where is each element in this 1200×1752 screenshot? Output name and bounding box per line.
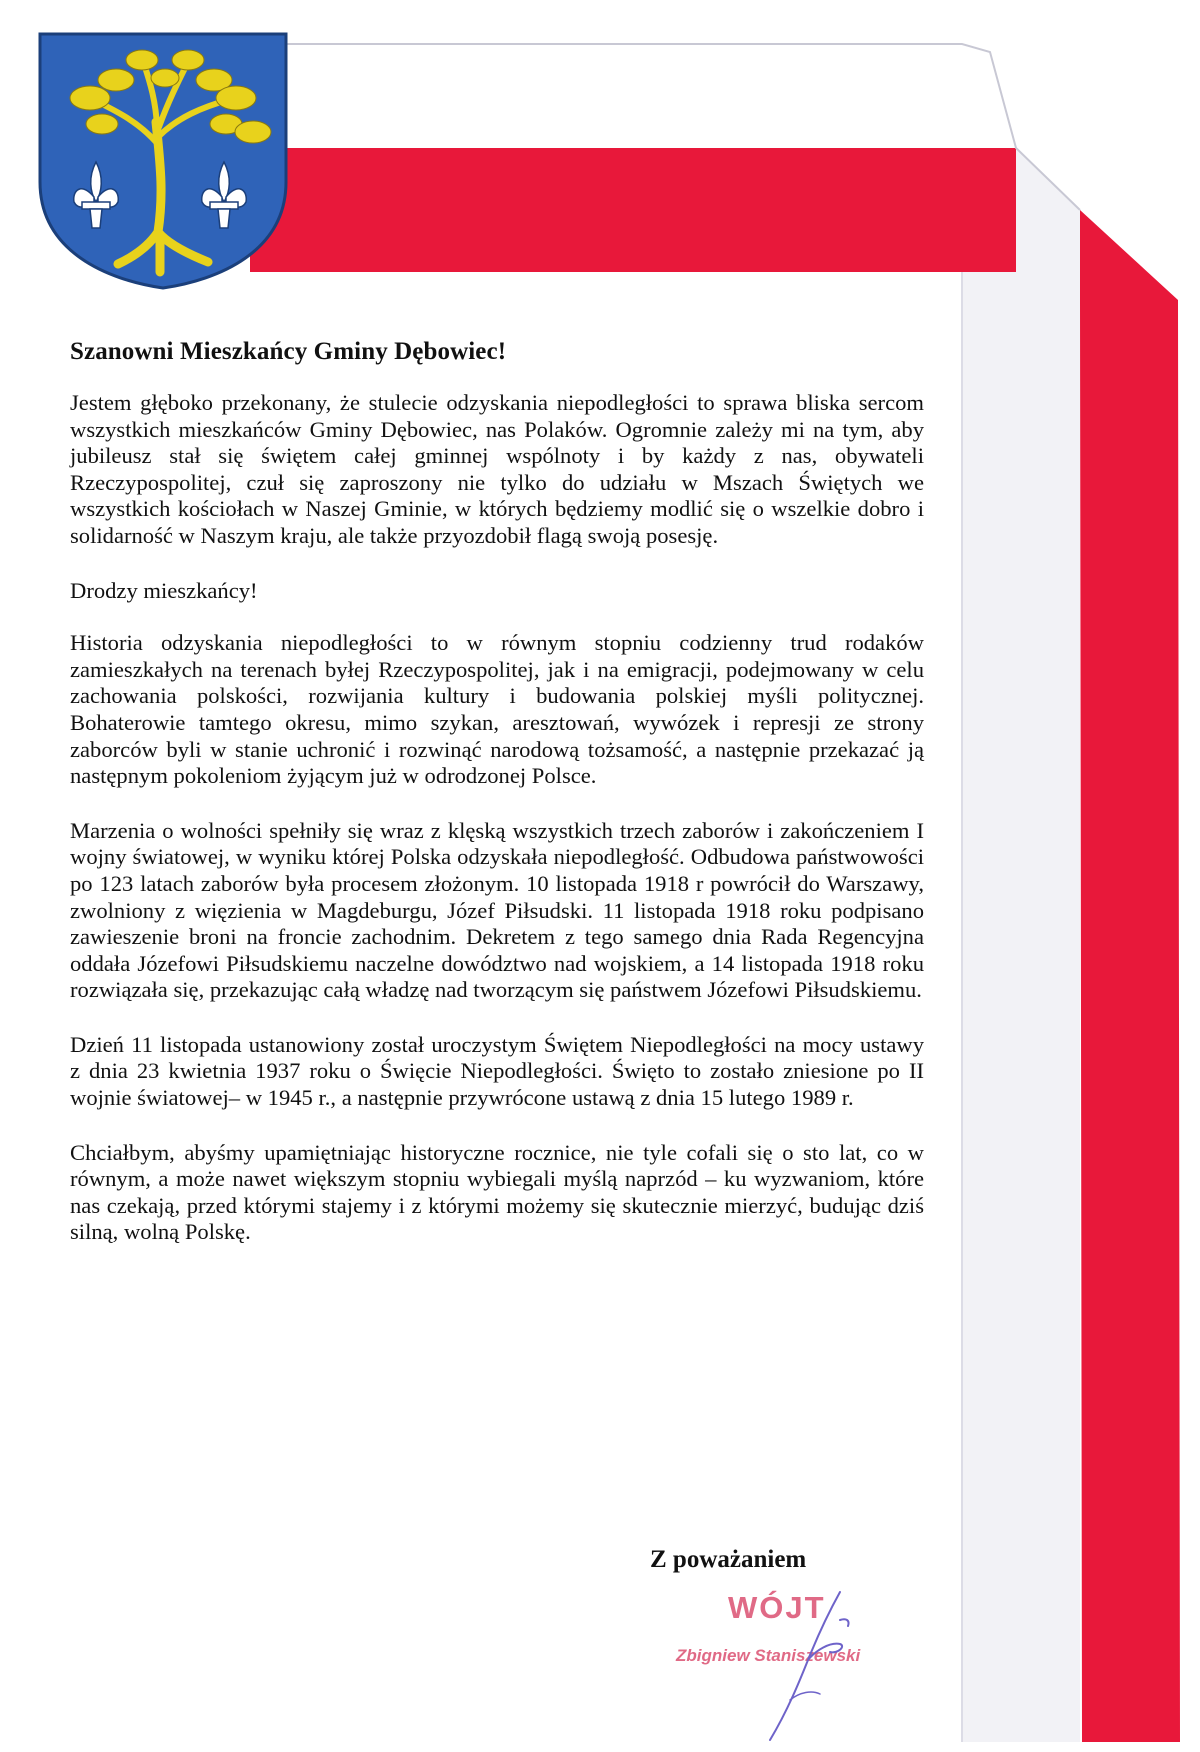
flag-red-band-top (250, 148, 1016, 272)
letter-paragraph: Jestem głęboko przekonany, że stulecie odzyskania niepodległości to sprawa bliska sercom wszystkich mieszkańców Gminy Dębowiec, nas Polaków. Ogromnie zależy mi na tym, aby jubileusz stał się świętem całej gminnej wspólnoty i by każdy z nas, obywateli Rzeczypospolitej, czuł się zaproszony nie tylko do udziału w Mszach Świętych we wszystkich kościołach w Naszej Gminie, w których będziemy modlić się o wszelkie dobro i solidarność w Naszym kraju, ale także przyozdobił flagą swoją posesję. (70, 390, 924, 548)
letter-paragraph: Dzień 11 listopada ustanowiony został uroczystym Świętem Niepodległości na mocy ustawy z dnia 23 kwietnia 1937 roku o Święcie Niepodległości. Święto to zostało zniesione po II wojnie światowej– w 1945 r., a następnie przywrócone ustawą z dnia 15 lutego 1989 r. (70, 1031, 924, 1111)
letter-salutation: Drodzy mieszkańcy! (70, 577, 258, 603)
signature-icon (690, 1580, 890, 1750)
flag-white-band-side (962, 52, 1080, 1742)
letter-body (66, 338, 924, 1274)
stamp-title: WÓJT (728, 1590, 826, 1625)
letter-paragraph: Historia odzyskania niepodległości to w równym stopniu codzienny trud rodaków zamieszkałych na terenach byłej Rzeczypospolitej, jak i na emigracji, podejmowany w celu zachowania polskości, rozwijania kultury i budowania polskiej myśli politycznej. Bohaterowie tamtego okresu, mimo szykan, aresztowań, wywózek i represji ze strony zaborców byli w stanie uchronić i rozwinąć narodową tożsamość, a następnie przekazać ją następnym pokoleniom żyjącym już w odrodzonej Polsce. (70, 630, 924, 789)
letter-closing: Z poważaniem (650, 1546, 807, 1573)
letter-paragraph: Marzenia o wolności spełniły się wraz z klęską wszystkich trzech zaborów i zakończeniem I wojny światowej, w wyniku której Polska odzyskała niepodległość. Odbudowa państwowości po 123 latach zaborów była procesem złożonym. 10 listopada 1918 r powrócił do Warszawy, zwolniony z więzienia w Magdeburgu, Józef Piłsudski. 11 listopada 1918 roku podpisano zawieszenie broni na froncie zachodnim. Dekretem z tego samego dnia Rada Regencyjna oddała Józefowi Piłsudskiemu naczelne dowództwo nad wojskiem, a 14 listopada 1918 roku rozwiązała się, przekazując całą władzę nad tworzącym się państwem Józefowi Piłsudskiemu. (70, 817, 924, 1003)
coat-of-arms-icon (38, 32, 288, 290)
letter-greeting: Szanowni Mieszkańcy Gminy Dębowiec! (70, 338, 507, 365)
stamp-name: Zbigniew Staniszewski (676, 1646, 861, 1665)
letter-paragraph: Chciałbym, abyśmy upamiętniając historyczne rocznice, nie tyle cofali się o sto lat, co w równym, a może nawet większym stopniu wybiegali myślą naprzód – ku wyzwaniom, które nas czekają, przed którymi stajemy i z którymi możemy się skutecznie mierzyć, budując dziś silną, wolną Polskę. (70, 1139, 924, 1245)
